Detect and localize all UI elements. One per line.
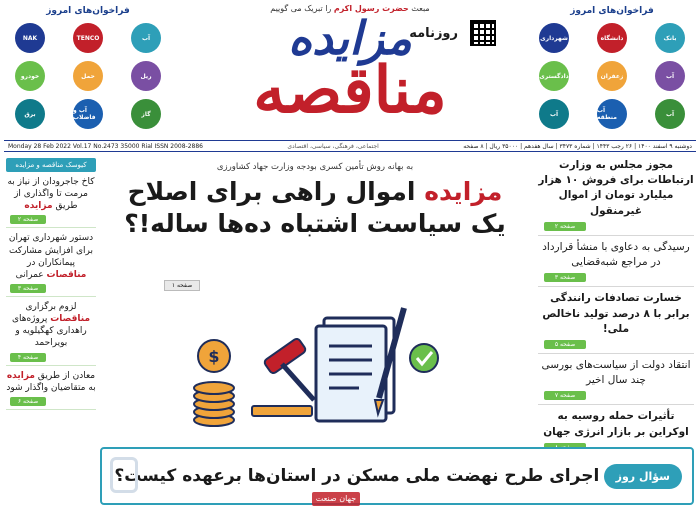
kiosk-text-post: به متقاضیان واگذار شود — [6, 382, 96, 393]
sponsor-logo-icon[interactable]: بانک — [655, 23, 685, 53]
sponsor-logo-icon[interactable]: آب — [655, 99, 685, 129]
sponsor-logo-icon[interactable]: TENCO — [73, 23, 103, 53]
news-headline: تأثیرات حمله روسیه به اوکراین بر بازار انرژی جهان — [543, 410, 689, 438]
kiosk-text-pre: لزوم برگزاری — [25, 301, 77, 312]
masthead-title-monaghese: مناقصه — [253, 53, 447, 128]
kiosk-item-text — [6, 370, 96, 394]
page-tag: صفحه ۴ — [10, 353, 46, 362]
lead-story-headline-highlight: مزایده — [424, 177, 503, 206]
sponsor-logo-icon[interactable]: آب — [655, 61, 685, 91]
sponsor-logo-icon[interactable]: حمل — [73, 61, 103, 91]
source-watermark: جهان صنعت — [312, 492, 360, 506]
news-item[interactable] — [538, 358, 694, 405]
sponsor-logo-icon[interactable]: برق — [15, 99, 45, 129]
sponsor-logo-icon[interactable]: زعفران — [597, 61, 627, 91]
kiosk-column — [6, 158, 96, 498]
kiosk-text-highlight: مناقصات — [50, 314, 91, 325]
kiosk-text-post: پروژه‌های راهداری کهگیلویه و بویراحمد — [11, 314, 87, 349]
logo-grid-left — [4, 20, 172, 132]
svg-text:$: $ — [208, 347, 220, 366]
masthead-title-mozayede: مزایده — [288, 11, 412, 65]
sponsor-logo-icon[interactable]: آب — [131, 23, 161, 53]
todays-calls-logos-right — [528, 6, 696, 134]
news-headline: رسیدگی به دعاوی با منشأ قرارداد در مراجع شبه‌قضایی — [542, 240, 690, 269]
sponsor-logo-icon[interactable]: گاز — [131, 99, 161, 129]
lead-story-headline-line2: یک سیاست اشتباه ده‌ها ساله!؟ — [124, 208, 506, 238]
sponsor-logo-icon[interactable]: دادگستری — [539, 61, 569, 91]
lead-story-kicker: به بهانه روش تأمین کسری بودجه وزارت جهاد کشاورزی — [216, 162, 414, 172]
page-tag: صفحه ۳ — [10, 284, 46, 293]
newspaper-brand — [180, 2, 520, 138]
page-tag: صفحه ۶ — [10, 397, 46, 406]
logos-right-title: فراخوان‌های امروز — [570, 6, 654, 16]
issue-info-persian: دوشنبه ۹ اسفند ۱۴۰۰ | ۲۶ رجب ۱۴۴۳ | شماره ۳۴۷۳ | سال هفدهم | ۳۵۰۰۰ ریال | ۸ صفحه — [463, 142, 692, 150]
news-item[interactable] — [538, 291, 694, 354]
sponsor-logo-icon[interactable]: ریل — [131, 61, 161, 91]
todays-calls-logos-left — [4, 6, 172, 134]
document-icon — [316, 318, 394, 421]
lead-story[interactable] — [104, 160, 526, 442]
kiosk-item[interactable] — [6, 366, 96, 410]
kiosk-item[interactable] — [6, 297, 96, 366]
kiosk-item[interactable] — [6, 228, 96, 297]
page-tag: صفحه ۲ — [544, 222, 586, 231]
issue-info-subject: اجتماعی، فرهنگی، سیاسی، اقتصادی — [287, 142, 379, 150]
kiosk-text-post: عمرانی — [15, 269, 44, 280]
page-tag: صفحه ۲ — [10, 215, 46, 224]
auction-illustration — [174, 288, 474, 438]
issue-info-bar — [4, 140, 696, 152]
news-headline: مجوز مجلس به وزارت ارتباطات برای فروش ۱۰ هزار میلیارد تومان از اموال غیرمنقول — [538, 159, 694, 217]
question-of-the-day-text: اجرای طرح نهضت ملی مسکن در استان‌ها برعهده کیست؟ — [114, 466, 600, 486]
kiosk-text-highlight: مناقصات — [46, 269, 87, 280]
kiosk-item-text — [6, 232, 96, 281]
sponsor-logo-icon[interactable]: شهرداری — [539, 23, 569, 53]
kiosk-header: کیوسک مناقصه و مزایده — [6, 158, 96, 172]
sponsor-logo-icon[interactable]: آب و فاضلاب — [73, 99, 103, 129]
kiosk-text-pre: دستور شهرداری تهران برای افزایش مشارکت پیمانکاران در — [8, 233, 94, 268]
logo-grid-right — [528, 20, 696, 132]
tagline-prefix: مبعث — [411, 4, 430, 13]
news-headline: انتقاد دولت از سیاست‌های بورسی چند سال اخیر — [541, 358, 691, 387]
page-tag: صفحه ۳ — [544, 273, 586, 282]
news-item[interactable] — [538, 240, 694, 287]
kiosk-item[interactable] — [6, 172, 96, 228]
kiosk-item-text — [6, 176, 96, 212]
kiosk-text-pre: معادن از طریق — [37, 370, 96, 381]
sponsor-logo-icon[interactable]: آب منطقه — [597, 99, 627, 129]
page-tag: صفحه ۵ — [544, 340, 586, 349]
page-tag: صفحه ۱ — [164, 280, 200, 291]
qr-code-icon — [470, 20, 496, 46]
page-tag: صفحه ۷ — [544, 391, 586, 400]
sponsor-logo-icon[interactable]: دانشگاه — [597, 23, 627, 53]
news-item[interactable] — [538, 158, 694, 236]
question-of-the-day-tag: سؤال روز — [604, 464, 682, 489]
lead-story-headline-rest: اموال راهی برای اصلاح — [127, 177, 416, 206]
tagline-highlight: حضرت رسول اکرم — [333, 4, 409, 13]
sponsor-logo-icon[interactable]: NAK — [15, 23, 45, 53]
tagline-suffix: را تبریک می گوییم — [270, 4, 332, 13]
issue-info-latin: Monday 28 Feb 2022 Vol.17 No.2473 35000 Rial ISSN 2008-2886 — [8, 142, 203, 150]
lead-story-headline-line1 — [104, 176, 526, 209]
logos-left-title: فراخوان‌های امروز — [46, 6, 130, 16]
gavel-icon — [252, 337, 314, 416]
masthead — [0, 0, 700, 140]
kiosk-text-pre: کاخ جاجرودان از نیاز به مرمت تا واگذاری از طریق — [7, 177, 95, 212]
sponsor-logo-icon[interactable]: آب — [539, 99, 569, 129]
sponsor-logo-icon[interactable]: خودرو — [15, 61, 45, 91]
news-headline: خسارت تصادفات رانندگی برابر با ۸ درصد تولید ناخالص ملی! — [542, 292, 690, 335]
masthead-rooznameh: روزنامه — [409, 26, 458, 41]
kiosk-item-text — [6, 301, 96, 350]
kiosk-text-highlight: مزایده — [24, 201, 53, 212]
question-mark-icon — [110, 457, 138, 493]
coins-icon — [194, 340, 234, 426]
checkmark-icon — [410, 344, 438, 372]
question-of-the-day-banner[interactable] — [100, 447, 694, 505]
kiosk-text-highlight: مزایده — [6, 370, 36, 381]
